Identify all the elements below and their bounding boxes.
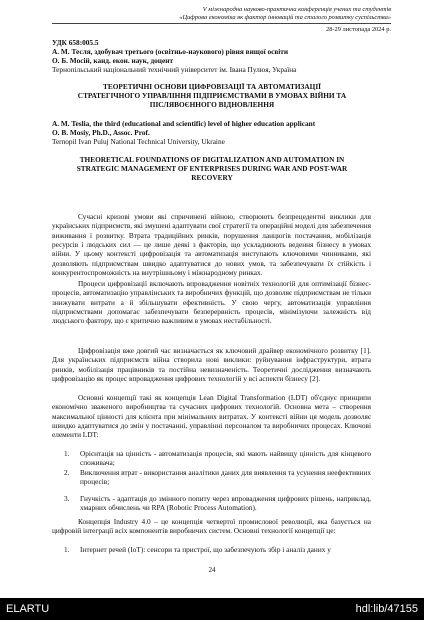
udk-code: УДК 658:005.5 <box>52 38 99 47</box>
title-ua-line: ПІСЛЯВОЄННОГО ВІДНОВЛЕННЯ <box>149 100 275 109</box>
list-item-text: Інтернет речей (IoT): сенсори та пристрої, що забезпечують збір і аналіз даних у <box>80 545 331 554</box>
list-item <box>52 449 371 468</box>
author-en-2: O. B. Mosiy, Ph.D., Assoc. Prof. <box>52 128 150 137</box>
handle-id: hdl:lib/47155 <box>355 603 418 615</box>
conference-date: 28-29 листопада 2024 р. <box>326 26 391 33</box>
author-ua-2: О. Б. Мосій, канд. екон. наук, доцент <box>52 56 174 65</box>
list-item-text: Гнучкість - адаптація до змінного попиту через впровадження цифрових рішень, наприклад, хмарних обчислень чи RPA (Robotic Process Automation). <box>80 494 371 513</box>
list-item <box>52 468 371 487</box>
list-item-number: 3. <box>64 494 70 503</box>
author-en-1: A. M. Teslia, the third (educational and scientific) level of higher education applicant <box>52 119 316 128</box>
page-number: 24 <box>208 566 216 574</box>
affiliation-en: Ternopil Ivan Puluj National Technical University, Ukraine <box>52 137 225 146</box>
title-ua-line: ТЕОРЕТИЧНІ ОСНОВИ ЦИФРОВІЗАЦІЇ ТА АВТОМАТИЗАЦІЇ <box>102 82 322 91</box>
body-paragraph: Цифровізація вже довгий час визначається як ключовий драйвер економічного розвитку [1]. Для українських підприємств війна створила нові виклики: руйнування інфраструктури, втрата ринків, мобілізація працівників та постійна невизначеність. Теоретичні дослідження визначають цифровізацію як процес впровадження цифрових технологій у всі аспекти бізнесу [2]. <box>52 346 371 384</box>
author-ua-1: А. М. Тесля, здобувач третього (освітньо-наукового) рівня вищої освіти <box>52 47 289 56</box>
list-item <box>52 545 371 554</box>
repository-name: ELARTU <box>6 603 50 615</box>
title-ua-line: СТРАТЕГІЧНОГО УПРАВЛІННЯ ПІДПРИЄМСТВАМИ В УМОВАХ ВІЙНИ ТА <box>77 91 347 100</box>
running-header-line2: «Цифрова економіка як фактор інновацій та сталого розвитку суспільства» <box>179 14 391 21</box>
affiliation-ua: Тернопільський національний технічний університет ім. Івана Пулюя, Україна <box>52 65 297 74</box>
title-ua <box>52 82 372 109</box>
running-header-line1: V міжнародна науково-практична конференція учених та студентів <box>202 6 391 13</box>
title-en <box>52 155 372 182</box>
list-item-text: Виключення втрат - використання аналітики даних для виявлення та усунення неефективних процесів; <box>80 468 371 487</box>
body-paragraph: Основні концепції такі як концепція Lean Digital Transformation (LDT) об'єднує принципи економічно зваженого виробництва та сучасних цифрових технологій. Основна мета – створення максимальної цінності для клієнта при мінімальних витратах. У контексті війни ця модель дозволяє швидко адаптуватися до змін у постачанні, управлінні персоналом та виробничих процесах. Ключові елементи LDT: <box>52 393 371 440</box>
list-item-number: 2. <box>64 468 70 477</box>
list-item <box>52 494 371 513</box>
body-paragraph: Сучасні кризові умови які спричинені війною, створюють безпрецедентні виклики для українських підприємств, які змушені адаптувати свої стратегії та операційні моделі для забезпечення виживання і розвитку. Втрата традиційних ринків, порушення ланцюгів постачання, мобілізація ресурсів і людських сил — це лише деякі з факторів, що ускладнюють ведення бізнесу в умовах війни. У цьому контексті цифровізація та автоматизація виступають ключовими чинниками, які дозволяють підприємствам швидко адаптуватися до нових умов, та забезпечувати їх стійкість і конкурентоспроможність на внутрішньому і міжнародному ринках. <box>52 212 371 278</box>
title-en-line: THEORETICAL FOUNDATIONS OF DIGITALIZATION AND AUTOMATION IN <box>79 155 345 164</box>
header-rule <box>52 23 391 24</box>
body-paragraph: Концепція Industry 4.0 – це концепція четвертої промислової революції, яка базується на цифровій інтеграції всіх компонентів виробничих систем. Основні технології концепції це: <box>52 517 371 536</box>
list-item-number: 1. <box>64 545 70 554</box>
list-item-text: Орієнтація на цінність - автоматизація процесів, які мають найвищу цінність для кінцевого споживача; <box>80 449 371 468</box>
repository-footer <box>0 598 424 620</box>
title-en-line: RECOVERY <box>191 173 233 182</box>
list-item-number: 1. <box>64 449 70 458</box>
body-paragraph: Процеси цифровізації включають впровадження новітніх технологій для оптимізації бізнес-процесів, автоматизацію управлінських та виробничих функцій, що дозволяє підприємствам не тільки знижувати витрати а й збільшувати ефективність. У свою чергу, автоматизація управління підприємствами допомагає забезпечувати безперервність процесів, мінімізуючи залежність від людського фактору, що є критично важливим в умовах нестабільності. <box>52 279 371 326</box>
title-en-line: STRATEGIC MANAGEMENT OF ENTERPRISES DURING WAR AND POST-WAR <box>76 164 348 173</box>
